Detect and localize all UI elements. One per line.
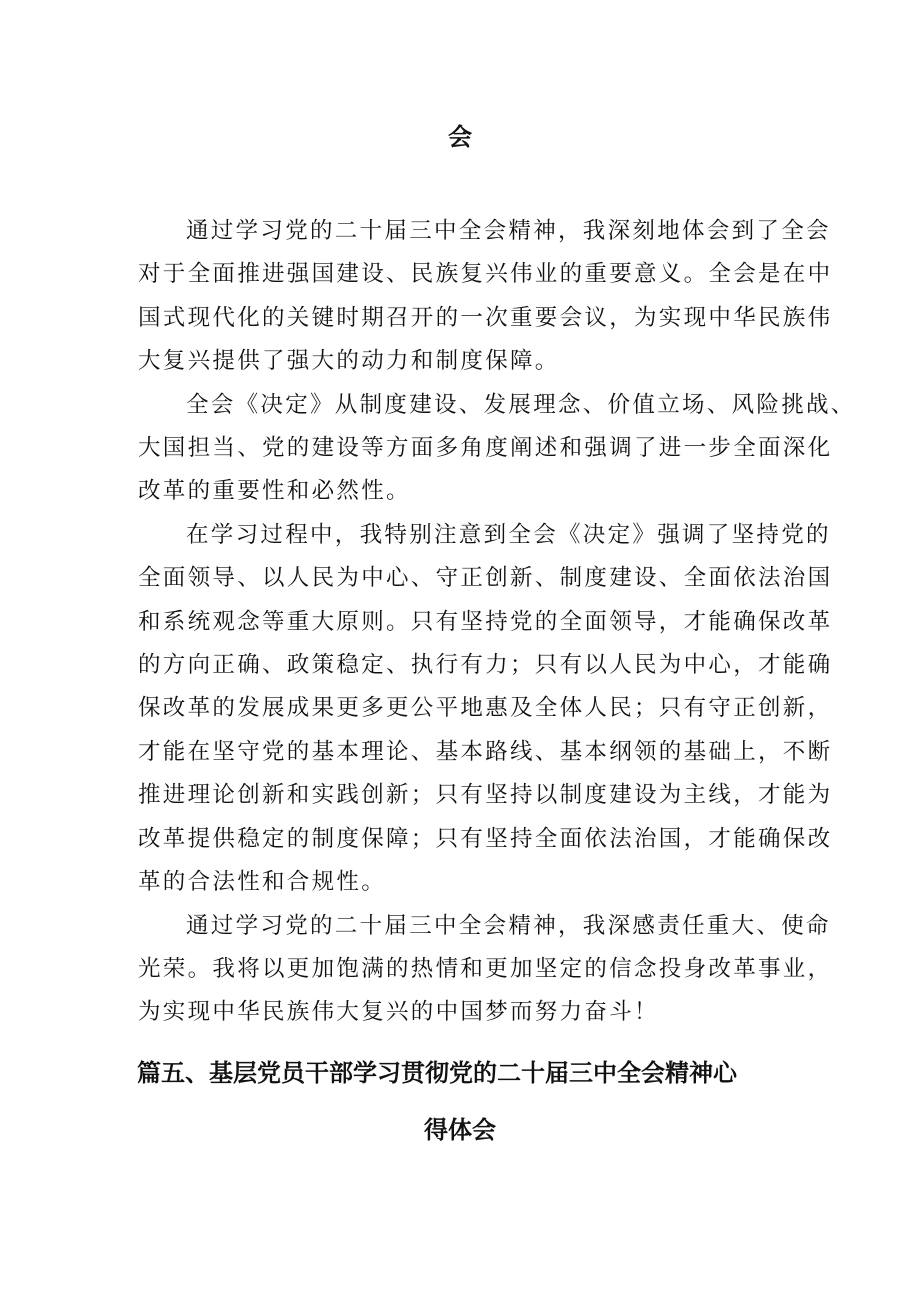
text-line: 改革提供稳定的制度保障；只有坚持全面依法治国，才能确保改 (138, 825, 833, 852)
paragraph-3 (138, 514, 833, 905)
text-line: 改革的重要性和必然性。 (138, 478, 411, 505)
text-line: 光荣。我将以更加饱满的热情和更加坚定的信念投身改革事业， (138, 955, 833, 982)
text-line: 全会《决定》从制度建设、发展理念、价值立场、风险挑战、 (186, 391, 856, 418)
text-line: 全面领导、以人民为中心、守正创新、制度建设、全面依法治国 (138, 565, 833, 592)
text-line: 在学习过程中，我特别注意到全会《决定》强调了坚持党的 (186, 521, 831, 548)
section-title-continued: 得体会 (424, 1116, 496, 1144)
text-line: 保改革的发展成果更多更公平地惠及全体人民；只有守正创新， (138, 695, 833, 722)
text-line: 对于全面推进强国建设、民族复兴伟业的重要意义。全会是在中 (138, 261, 833, 288)
text-line: 革的合法性和合规性。 (138, 869, 387, 896)
text-line: 通过学习党的二十届三中全会精神，我深刻地体会到了全会 (186, 218, 831, 244)
text-line: 通过学习党的二十届三中全会精神，我深感责任重大、使命 (186, 912, 831, 939)
heading-tail: 会 (448, 123, 472, 151)
paragraph-1 (138, 210, 833, 384)
text-line: 为实现中华民族伟大复兴的中国梦而努力奋斗！ (138, 999, 659, 1026)
paragraph-4 (138, 905, 833, 1035)
text-line: 大国担当、党的建设等方面多角度阐述和强调了进一步全面深化 (138, 435, 833, 462)
text-line: 国式现代化的关键时期召开的一次重要会议，为实现中华民族伟 (138, 304, 833, 331)
text-line: 和系统观念等重大原则。只有坚持党的全面领导，才能确保改革 (138, 608, 833, 635)
paragraph-2 (138, 384, 856, 514)
section-title: 篇五、基层党员干部学习贯彻党的二十届三中全会精神心 (137, 1059, 737, 1087)
article-body (138, 210, 856, 1035)
text-line: 的方向正确、政策稳定、执行有力；只有以人民为中心，才能确 (138, 652, 833, 679)
text-line: 推进理论创新和实践创新；只有坚持以制度建设为主线，才能为 (138, 782, 833, 809)
text-line: 才能在坚守党的基本理论、基本路线、基本纲领的基础上，不断 (138, 738, 833, 765)
text-line: 大复兴提供了强大的动力和制度保障。 (138, 348, 560, 375)
